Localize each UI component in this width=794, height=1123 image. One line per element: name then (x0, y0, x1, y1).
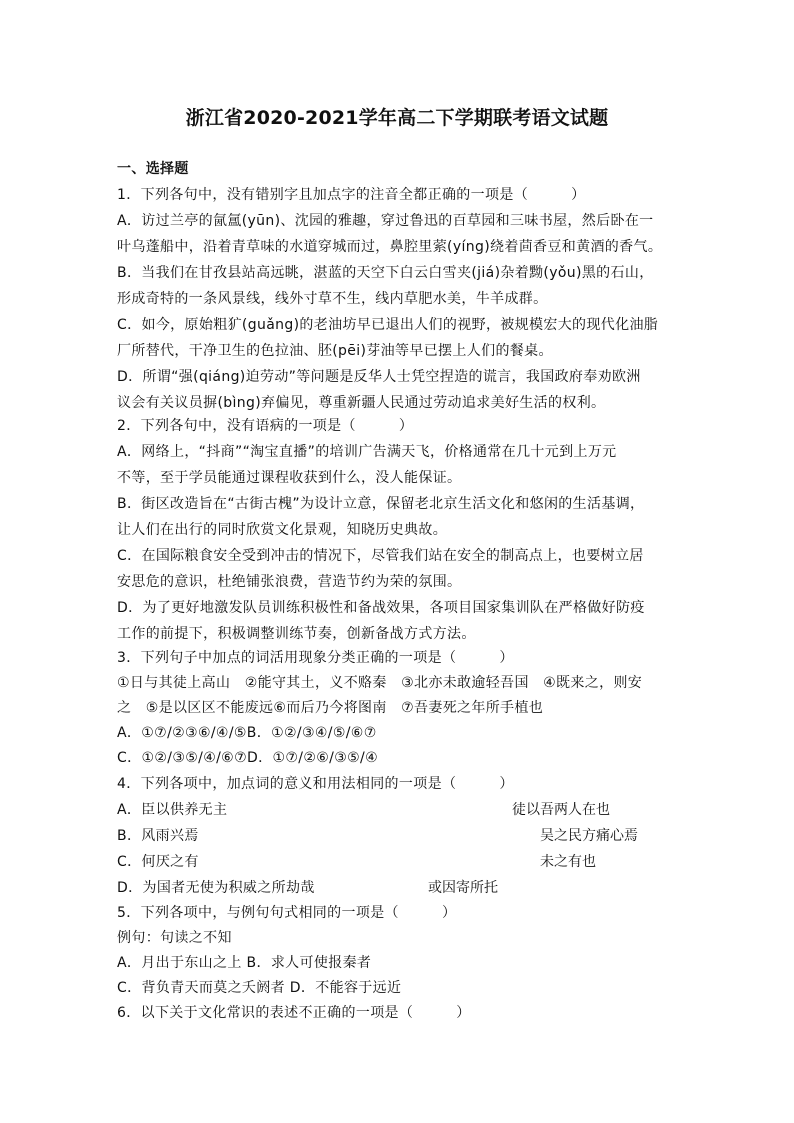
q4-option-b: B．风雨兴焉 (117, 828, 199, 844)
q4-option-c: C．何厌之有 (117, 854, 199, 870)
question-6-stem: 6．以下关于文化常识的表述不正确的一项是（ ） (117, 1005, 471, 1021)
q4-option-d: D．为国者无使为积威之所劫哉 (117, 880, 315, 896)
q5-options-ab: A．月出于东山之上 B．求人可使报秦者 (117, 955, 372, 971)
q1-option-c-line1: C．如今，原始粗犷(guǎng)的老油坊早已退出人们的视野，被规模宏大的现代化油脂 (117, 317, 659, 333)
q2-option-b-line1: B．街区改造旨在“古街古槐”为设计立意，保留老北京生活文化和悠闲的生活基调， (117, 496, 645, 512)
q4-option-d-pair: 或因寄所托 (428, 880, 498, 896)
q4-option-b-pair: 吴之民方痛心焉 (540, 828, 638, 844)
page-title: 浙江省2020-2021学年高二下学期联考语文试题 (185, 107, 609, 129)
q1-option-b-line1: B．当我们在甘孜县站高远眺，湛蓝的天空下白云白雪夹(jiá)杂着黝(yǒu)黑的石山， (117, 265, 654, 281)
question-1-stem: 1．下列各句中，没有错别字且加点字的注音全都正确的一项是（ ） (117, 187, 586, 203)
question-2-stem: 2．下列各句中，没有语病的一项是（ ） (117, 418, 414, 434)
q4-option-c-pair: 未之有也 (540, 854, 596, 870)
q5-options-cd: C．背负青天而莫之夭阏者 D．不能容于远近 (117, 980, 402, 996)
q3-sentences-line1: ①日与其徒上高山 ②能守其土，义不赂秦 ③北亦未敢逾轻吾国 ④既来之，则安 (117, 675, 643, 691)
q2-option-d-line1: D．为了更好地激发队员训练积极性和备战效果，各项目国家集训队在严格做好防疫 (117, 600, 645, 616)
q1-option-a-line2: 叶乌蓬船中，沿着青草味的水道穿城而过，鼻腔里萦(yíng)绕着茴香豆和黄酒的香气。 (117, 239, 663, 255)
q4-option-a: A．臣以供养无主 (117, 802, 228, 818)
q3-options-ab: A．①⑦/②③⑥/④/⑤B．①②/③④/⑤/⑥⑦ (117, 725, 377, 741)
q2-option-b-line2: 让人们在出行的同时欣赏文化景观，知晓历史典故。 (117, 522, 448, 538)
q4-option-a-pair: 徒以吾两人在也 (512, 802, 610, 818)
q1-option-a-line1: A．访过兰亭的氤氲(yūn)、沈园的雅趣，穿过鲁迅的百草园和三味书屋，然后卧在一 (117, 213, 654, 229)
q1-option-b-line2: 形成奇特的一条风景线，线外寸草不生，线内草肥水美，牛羊成群。 (117, 291, 548, 307)
q2-option-c-line1: C．在国际粮食安全受到冲击的情况下，尽管我们站在安全的制高点上，也要树立居 (117, 548, 644, 564)
section-heading: 一、选择题 (117, 161, 189, 177)
q2-option-c-line2: 安思危的意识，杜绝铺张浪费，营造节约为荣的氛围。 (117, 574, 462, 590)
q5-example: 例句：句读之不知 (117, 930, 232, 946)
question-4-stem: 4．下列各项中，加点词的意义和用法相同的一项是（ ） (117, 776, 514, 792)
q3-options-cd: C．①②/③⑤/④/⑥⑦D．①⑦/②⑥/③⑤/④ (117, 750, 378, 766)
q1-option-c-line2: 厂所替代，干净卫生的色拉油、胚(pēi)芽油等早已摆上人们的餐桌。 (117, 343, 553, 359)
question-5-stem: 5．下列各项中，与例句句式相同的一项是（ ） (117, 905, 457, 921)
question-3-stem: 3．下列句子中加点的词活用现象分类正确的一项是（ ） (117, 650, 514, 666)
q2-option-a-line2: 不等，至于学员能通过课程收获到什么，没人能保证。 (117, 470, 462, 486)
q1-option-d-line2: 议会有关议员摒(bìng)弃偏见，尊重新疆人民通过劳动追求美好生活的权利。 (117, 395, 606, 411)
q2-option-a-line1: A．网络上，“抖商”“淘宝直播”的培训广告满天飞，价格通常在几十元到上万元 (117, 444, 617, 460)
q2-option-d-line2: 工作的前提下，积极调整训练节奏，创新备战方式方法。 (117, 626, 476, 642)
q1-option-d-line1: D．所谓“强(qiáng)迫劳动”等问题是反华人士凭空捏造的谎言，我国政府奉劝欧洲 (117, 369, 641, 385)
q3-sentences-line2: 之 ⑤是以区区不能废远⑥而后乃今将图南 ⑦吾妻死之年所手植也 (117, 700, 544, 716)
